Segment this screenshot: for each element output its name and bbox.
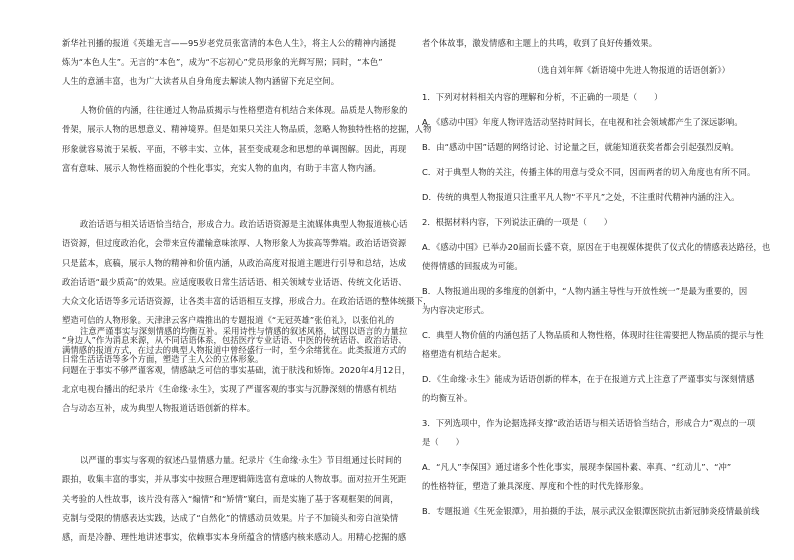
- question-2-option-c: C．典型人物价值的内涵包括了人物品质和人物性格，体现时往往需要把人物品质的提示与性: [422, 330, 764, 340]
- article-line: 北京电视台播出的纪录片《生命缘·永生》，实现了严谨客观的事实与沉静深刻的情感有机结: [62, 383, 397, 394]
- article-line: 者个体故事，激发情感和主题上的共鸣，收到了良好传播效果。: [422, 38, 658, 48]
- question-3-stem: 3．下列选项中，作为论据选择支撑“政治话语与相关话语恰当结合，形成合力”观点的一项: [422, 418, 756, 428]
- question-1-stem: 1．下列对材料相关内容的理解和分析，不正确的一项是（ ）: [422, 92, 663, 102]
- question-2-option-d-cont: 的均衡互补。: [422, 393, 473, 403]
- article-line: 克制与受限的情感表达实践，达成了“自然化”的情感动员效果。片子不加镜头和旁白渲染情: [62, 512, 399, 523]
- article-line: 只是蓝本，底稿，展示人物的精神和价值内涵，从政治高度对报道主题进行引导和总结，达成: [62, 257, 407, 268]
- question-1-option-d: D．传统的典型人物报道只注重平凡人物“不平凡”之处，不注重时代精神内涵的注入。: [422, 192, 740, 202]
- question-2-stem: 2．根据材料内容，下列说法正确的一项是（ ）: [422, 217, 613, 227]
- question-1-option-a: A．《感动中国》年度人物评选活动坚持时间长，在电视和社会领域都产生了深远影响。: [422, 117, 743, 127]
- article-line: 骨架，展示人物的思想意义、精神境界。但是如果只关注人物品质，忽略人物独特性格的挖掘，人物: [62, 124, 432, 135]
- article-line: 感，而是冷静、理性地讲述事实，依赖事实本身所蕴含的情感内核来感动人。用精心挖掘的感: [62, 532, 407, 543]
- article-line: “身边人”作为消息来源，从不同话语体系，包括医疗专业话语、中医的传统话语、政治话语、: [62, 334, 407, 345]
- article-line: 语资源，但过度政治化，会带来宣传灌输意味浓厚、人物形象人为拔高等弊端。政治话语资源: [62, 238, 407, 249]
- question-3-stem-cont: 是（ ）: [422, 437, 464, 447]
- article-line: 关考验的人性故事，该片没有落入“煽情”和“矫情”窠臼，而是实施了基于客观框架的间离，: [62, 493, 399, 504]
- question-2-option-c-cont: 格塑造有机结合起来。: [422, 349, 506, 359]
- article-line: 合与动态互补，成为典型人物报道话语创新的样本。: [62, 403, 256, 414]
- article-line: 炼为“本色人生”。无言的“本色”，成为“不忘初心”党员形象的光辉写照；同时，“本色”: [62, 57, 383, 67]
- article-line: 注意严谨事实与深刻情感的均衡互补。采用诗性与情感的叙述风格，试图以语言的力量拉: [80, 326, 408, 336]
- paragraph-fact-emotion-balance: [62, 322, 410, 418]
- paragraph-character-value: [62, 101, 431, 178]
- article-line: 以严谨的事实与客观的叙述凸显情感力量。纪录片《生命缘·永生》节目组通过长时间的: [80, 455, 402, 465]
- article-line: 人物价值的内涵，往往通过人物品质揭示与性格塑造有机结合来体现。品质是人物形象的: [80, 105, 408, 115]
- article-line: 日常生活话语等多个方面，塑造了主人公的立体形象。: [62, 354, 264, 365]
- question-2-option-a: A．《感动中国》已举办20届而长盛不衰，原因在于电视媒体提供了仪式化的情感表达路径，也: [422, 242, 771, 252]
- article-line: 问题在于事实不够严谨客观，情感缺乏可信的事实基础，流于肤浅和矫饰。2020年4月12日，: [62, 364, 411, 375]
- article-line: 政治话语“最少质高”的效果。应适度吸收日常生活话语、相关领域专业话语、传统文化话语、: [62, 276, 407, 287]
- article-line: 跟拍，收集丰富的事实，并从事实中按照合理逻辑筛选富有意味的人物故事。面对拉开生死距: [62, 474, 407, 485]
- question-3-option-a-cont: 的性格特征，塑造了兼具深度、厚度和个性的时代先锋形象。: [422, 481, 649, 491]
- article-line: 新华社刊播的报道《英雄无言——95岁老党员张富清的本色人生》，将主人公的精神内涵提: [62, 38, 397, 48]
- question-1-option-b: B．由“感动中国”话题的网络讨论、讨论量之巨，就能知道获奖者都会引起强烈反响。: [422, 142, 739, 152]
- question-2-option-a-cont: 使得情感的回报成为可能。: [422, 261, 523, 271]
- question-2-option-d: D．《生命缘·永生》能成为话语创新的样本，在于在报道方式上注意了严谨事实与深刻情感: [422, 374, 755, 384]
- source-citation: （选自刘年辉《新语境中先进人物报道的话语创新》）: [532, 65, 730, 75]
- question-1-option-c: C．对于典型人物的关注，传播主体的用意与受众不同，因而两者的切入角度也有所不同。: [422, 167, 756, 177]
- article-line: 满情感的报道方式，在过去的典型人物报道中曾经盛行一时，至今余绪犹在。此类报道方式的: [62, 345, 407, 356]
- question-3-option-a: A．“凡人”李保国》通过诸多个性化事实，展现李保国朴素、率真、“红动儿”、“冲”: [422, 462, 732, 472]
- question-3-option-b: B．专题报道《生死金银潭》，用拍摄的手法，展示武汉金银潭医院抗击新冠肺炎疫情最前线: [422, 506, 760, 516]
- article-line: 富有意味、展示人物性格面貌的个性化事实，充实人物的血肉，有助于丰富人物内涵。: [62, 162, 382, 173]
- question-2-option-b-cont: 为内容决定形式。: [422, 305, 490, 315]
- paragraph-documentary-example: [62, 451, 406, 547]
- article-line: 政治话语与相关话语恰当结合，形成合力。政治话语资源是主流媒体典型人物报道核心话: [80, 219, 408, 229]
- article-line: 人生的意涵丰富，也为广大读者从自身角度去解读人物内涵留下充足空间。: [62, 76, 340, 86]
- question-2-option-b: B．人物报道出现的多维度的创新中，“人物内涵主导性与开放性统一”是最为重要的，因: [422, 286, 748, 296]
- article-line: 大众文化话语等多元话语资源，让各类丰富的话语相互支撑，形成合力。在政治话语的整体统摄下，: [62, 296, 432, 307]
- article-line: 塑造可信的人物形象。天津津云客户端推出的专题报道《“无冠英雄”张伯礼》，以张伯礼的: [62, 315, 395, 326]
- article-line: 形象就容易流于呆板、平面，不够丰实、立体，甚至变成观念和思想的单调图解。因此，再现: [62, 143, 407, 154]
